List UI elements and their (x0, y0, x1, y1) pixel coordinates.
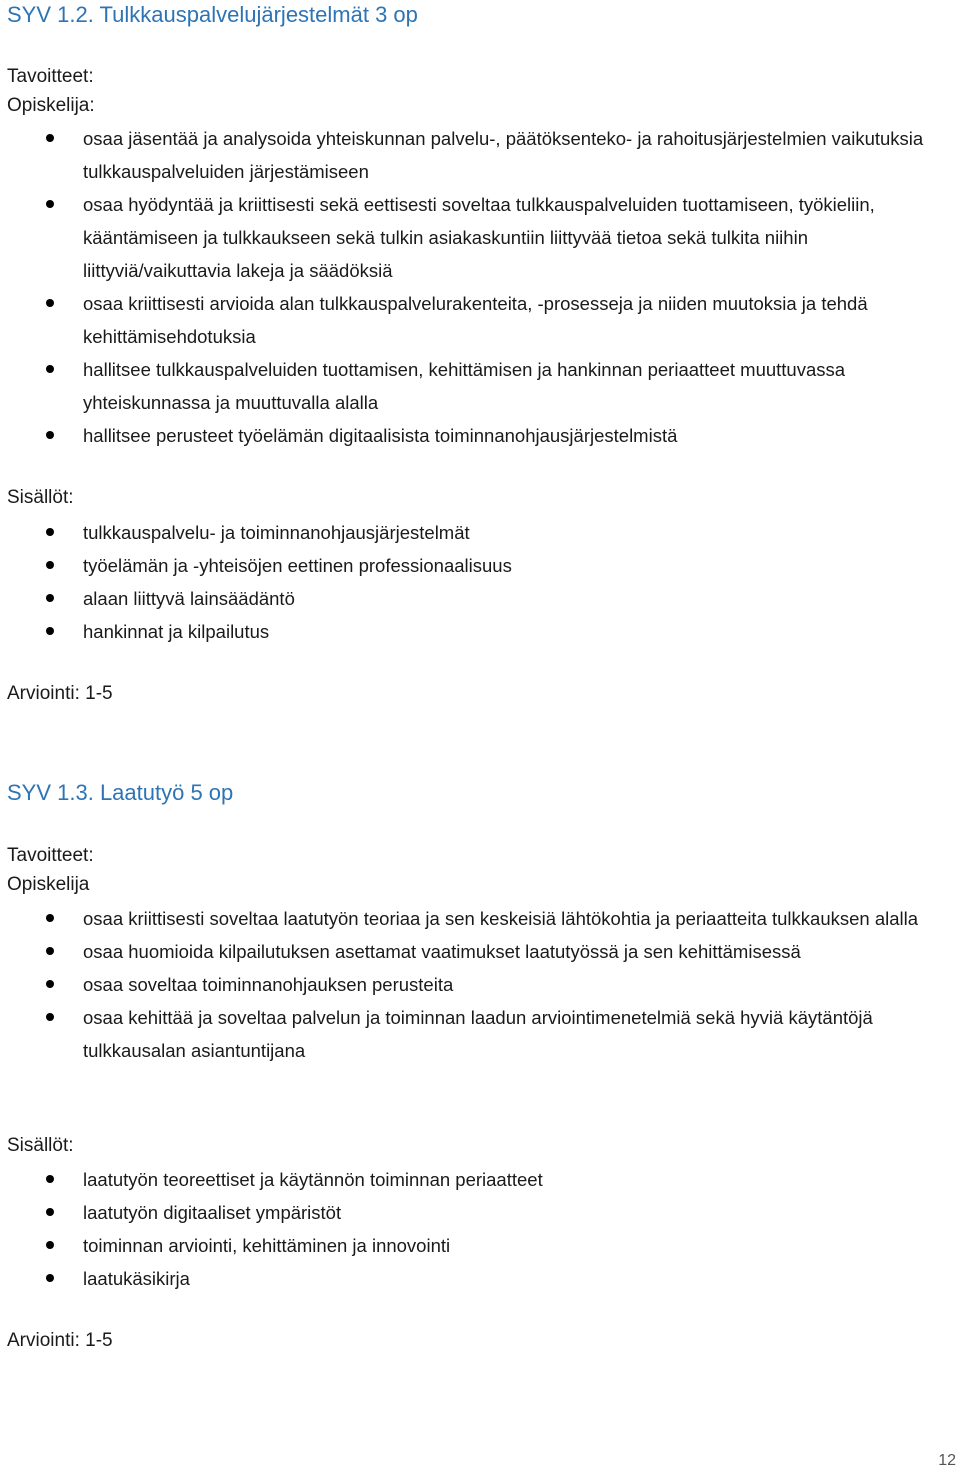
section-heading: SYV 1.3. Laatutyö 5 op (7, 780, 234, 805)
list-item (0, 1163, 940, 1196)
list-item (0, 122, 940, 188)
list-item-text: osaa huomioida kilpailutuksen asettamat vaatimukset laatutyössä ja sen kehittämisessä (83, 941, 801, 962)
bullet-icon (46, 431, 54, 439)
list-item-text: osaa kehittää ja soveltaa palvelun ja toiminnan laadun arviointimenetelmiä sekä hyviä käytäntöjä tulkkausalan asiantuntijana (83, 1007, 873, 1061)
bullet-icon (46, 947, 54, 955)
list-item-text: hallitsee perusteet työelämän digitaalisista toiminnanohjausjärjestelmistä (83, 425, 678, 446)
bullet-icon (46, 1208, 54, 1216)
list-item (0, 516, 940, 549)
list-item (0, 1262, 940, 1295)
list-item-text: osaa jäsentää ja analysoida yhteiskunnan palvelu-, päätöksenteko- ja rahoitusjärjestelmien vaikutuksia tulkkauspalveluiden järjestämiseen (83, 128, 924, 182)
contents-label: Sisällöt: (7, 1135, 74, 1156)
goals-label: Tavoitteet: (7, 66, 94, 87)
bullet-icon (46, 299, 54, 307)
list-item (0, 935, 940, 968)
list-item-text: laatukäsikirja (83, 1268, 190, 1289)
bullet-icon (46, 627, 54, 635)
list-item (0, 615, 940, 648)
section-heading: SYV 1.2. Tulkkauspalvelujärjestelmät 3 op (7, 2, 418, 27)
goals-list (0, 122, 940, 452)
bullet-icon (46, 914, 54, 922)
bullet-icon (46, 1274, 54, 1282)
list-item (0, 582, 940, 615)
list-item (0, 1001, 940, 1067)
list-item-text: osaa soveltaa toiminnanohjauksen perusteita (83, 974, 454, 995)
bullet-icon (46, 528, 54, 536)
assessment-text: Arviointi: 1-5 (7, 683, 113, 704)
list-item-text: työelämän ja -yhteisöjen eettinen professionaalisuus (83, 555, 512, 576)
list-item (0, 902, 940, 935)
list-item-text: tulkkauspalvelu- ja toiminnanohjausjärjestelmät (83, 522, 470, 543)
list-item (0, 1229, 940, 1262)
contents-list (0, 1163, 940, 1295)
assessment-text: Arviointi: 1-5 (7, 1330, 113, 1351)
list-item-text: alaan liittyvä lainsäädäntö (83, 588, 295, 609)
list-item-text: osaa hyödyntää ja kriittisesti sekä eettisesti soveltaa tulkkauspalveluiden tuottamiseen, työkieliin, kääntämiseen ja tulkkaukseen sekä tulkin asiakaskuntiin liittyvää tietoa sekä tulkita niihin liittyviä/vaikuttavia lakeja ja säädöksiä (83, 194, 875, 281)
bullet-icon (46, 980, 54, 988)
student-label: Opiskelija: (7, 95, 95, 116)
page-number: 12 (938, 1452, 956, 1469)
bullet-icon (46, 1013, 54, 1021)
list-item-text: osaa kriittisesti arvioida alan tulkkauspalvelurakenteita, -prosesseja ja niiden muutoksia ja tehdä kehittämisehdotuksia (83, 293, 868, 347)
bullet-icon (46, 365, 54, 373)
list-item (0, 353, 940, 419)
bullet-icon (46, 200, 54, 208)
bullet-icon (46, 594, 54, 602)
list-item-text: hallitsee tulkkauspalveluiden tuottamisen, kehittämisen ja hankinnan periaatteet muuttuvassa yhteiskunnassa ja muuttuvalla alalla (83, 359, 846, 413)
list-item-text: osaa kriittisesti soveltaa laatutyön teoriaa ja sen keskeisiä lähtökohtia ja periaatteita tulkkauksen alalla (83, 908, 919, 929)
list-item (0, 549, 940, 582)
goals-label: Tavoitteet: (7, 845, 94, 866)
list-item-text: toiminnan arviointi, kehittäminen ja innovointi (83, 1235, 451, 1256)
list-item-text: hankinnat ja kilpailutus (83, 621, 270, 642)
list-item-text: laatutyön digitaaliset ympäristöt (83, 1202, 342, 1223)
list-item (0, 188, 940, 287)
list-item-text: laatutyön teoreettiset ja käytännön toiminnan periaatteet (83, 1169, 543, 1190)
goals-list (0, 902, 940, 1067)
list-item (0, 968, 940, 1001)
bullet-icon (46, 561, 54, 569)
list-item (0, 419, 940, 452)
student-label: Opiskelija (7, 874, 90, 895)
contents-label: Sisällöt: (7, 487, 74, 508)
contents-list (0, 516, 940, 648)
bullet-icon (46, 134, 54, 142)
bullet-icon (46, 1175, 54, 1183)
list-item (0, 1196, 940, 1229)
list-item (0, 287, 940, 353)
bullet-icon (46, 1241, 54, 1249)
